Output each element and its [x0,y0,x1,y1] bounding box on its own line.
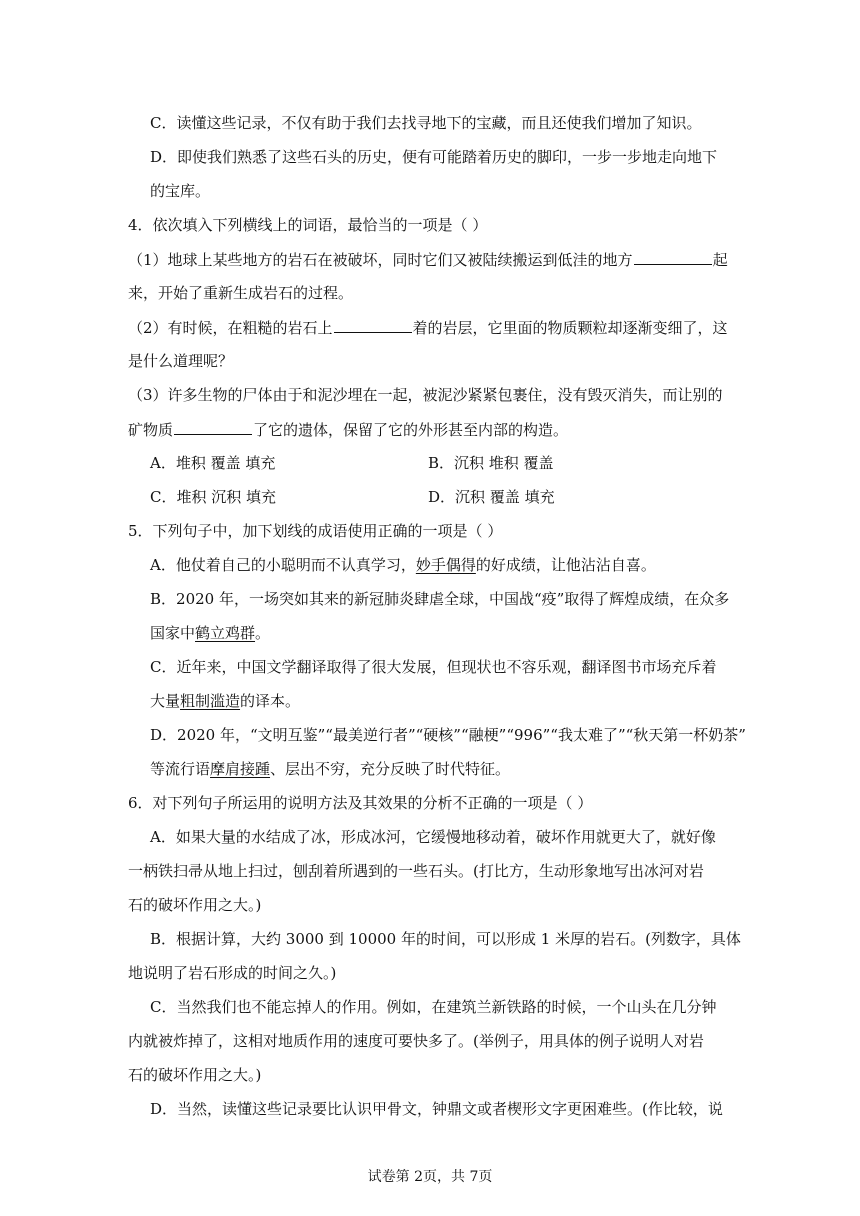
q4-sentence2-line1 [128,318,728,337]
q6-option-d-line1: D．当然，读懂这些记录要比认识甲骨文，钟鼎文或者楔形文字更困难些。(作比较，说 [150,1100,723,1118]
q5-option-a [150,556,656,574]
q5-d-text: 等流行语 [150,760,211,778]
q4-sentence3-line1: （3）许多生物的尸体由于和泥沙埋在一起，被泥沙紧紧包裹住，没有毁灭消失，而让别的 [128,386,723,404]
q5-c-tail: 的译本。 [240,692,301,710]
q4-option-d: D．沉积 覆盖 填充 [428,488,555,506]
q5-d-tail: 、层出不穷，充分反映了时代特征。 [270,760,511,778]
q6-option-b-line2: 地说明了岩石形成的时间之久。) [128,964,337,982]
underlined-idiom: 妙手偶得 [415,556,476,574]
q3-option-d-line1: D．即使我们熟悉了这些石头的历史，便有可能踏着历史的脚印，一步一步地走向地下 [150,148,718,166]
underlined-idiom: 粗制滥造 [180,692,241,710]
q5-a-tail: 的好成绩，让他沾沾自喜。 [475,556,656,574]
underlined-idiom: 摩肩接踵 [210,760,271,778]
q6-option-a-line2: 一柄铁扫帚从地上扫过，刨刮着所遇到的一些石头。(打比方，生动形象地写出冰河对岩 [128,862,704,880]
q4-sentence2-line2: 是什么道理呢？ [128,352,234,370]
q4-sentence3-line2 [128,420,568,439]
q5-b-text: 国家中 [150,624,196,642]
q6-option-c-line3: 石的破坏作用之大。) [128,1066,262,1084]
q4-s3-text: 矿物质 [128,421,174,439]
q5-option-b-line1: B．2020 年，一场突如其来的新冠肺炎肆虐全球，中国战“疫”取得了辉煌成绩，在众多 [150,590,730,608]
answer-blank[interactable] [334,318,412,333]
q4-stem: 4．依次填入下列横线上的词语，最恰当的一项是（ ） [128,216,488,234]
q6-stem: 6．对下列句子所运用的说明方法及其效果的分析不正确的一项是（ ） [128,794,593,812]
q5-option-c-line1: C．近年来，中国文学翻译取得了很大发展，但现状也不容乐观，翻译图书市场充斥着 [150,658,717,676]
q3-option-c: C．读懂这些记录，不仅有助于我们去找寻地下的宝藏，而且还使我们增加了知识。 [150,114,702,132]
q4-s1-text: （1）地球上某些地方的岩石在被破坏，同时它们又被陆续搬运到低洼的地方 [128,251,633,269]
q4-s1-tail: 起 [712,251,728,269]
q5-option-c-line2 [150,692,300,710]
q5-option-d-line2 [150,760,510,778]
q4-s2-text: （2）有时候，在粗糙的岩石上 [128,319,333,337]
q6-option-c-line2: 内就被炸掉了，这相对地质作用的速度可要快多了。(举例子，用具体的例子说明人对岩 [128,1032,704,1050]
q5-option-d-line1: D．2020 年，“文明互鉴”“最美逆行者”“硬核”“融梗”“996”“我太难了”“秋天第一杯奶茶” [150,726,746,744]
q4-s2-tail: 着的岩层，它里面的物质颗粒却逐渐变细了，这 [412,319,728,337]
q4-sentence1-line2: 来，开始了重新生成岩石的过程。 [128,284,354,302]
q5-b-tail: 。 [255,624,271,642]
q5-option-b-line2 [150,624,270,642]
q6-option-a-line3: 石的破坏作用之大。) [128,896,262,914]
q6-option-a-line1: A．如果大量的水结成了冰，形成冰河，它缓慢地移动着，破坏作用就更大了，就好像 [150,828,716,846]
q4-s3-tail: 了它的遗体，保留了它的外形甚至内部的构造。 [253,421,569,439]
page-footer: 试卷第 2页，共 7页 [367,1169,493,1185]
q6-option-b-line1: B．根据计算，大约 3000 到 10000 年的时间，可以形成 1 米厚的岩石。(列数字，具体 [150,930,741,948]
underlined-idiom: 鹤立鸡群 [195,624,256,642]
answer-blank[interactable] [634,250,712,265]
q5-a-text: A．他仗着自己的小聪明而不认真学习， [150,556,416,574]
q4-option-c: C．堆积 沉积 填充 [150,488,277,506]
q5-stem: 5．下列句子中，加下划线的成语使用正确的一项是（ ） [128,522,503,540]
answer-blank[interactable] [174,420,252,435]
q4-sentence1-line1 [128,250,728,269]
q4-option-a: A．堆积 覆盖 填充 [150,454,276,472]
q3-option-d-line2: 的宝库。 [150,182,211,200]
q4-option-b: B．沉积 堆积 覆盖 [428,454,554,472]
q5-c-text: 大量 [150,692,181,710]
q6-option-c-line1: C．当然我们也不能忘掉人的作用。例如，在建筑兰新铁路的时候，一个山头在几分钟 [150,998,717,1016]
